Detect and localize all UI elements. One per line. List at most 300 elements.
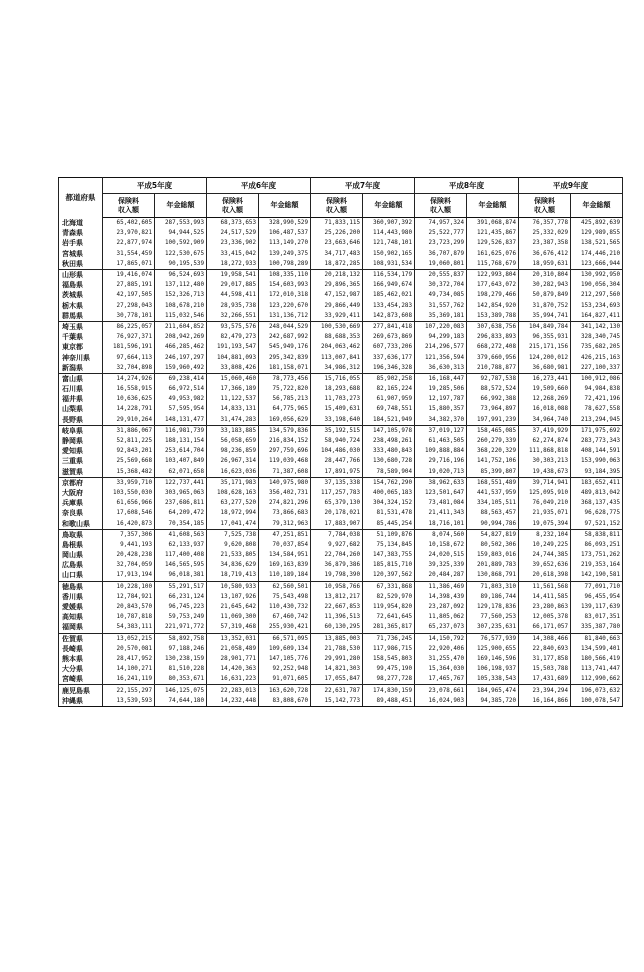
premium-income-cell: 20,555,837 xyxy=(415,269,467,280)
pension-total-cell: 171,975,692 xyxy=(571,425,623,436)
pension-total-cell: 150,902,165 xyxy=(363,249,415,259)
premium-income-cell: 17,608,546 xyxy=(103,508,155,518)
year-header: 平成7年度 xyxy=(311,178,415,194)
pension-total-cell: 158,545,803 xyxy=(363,654,415,664)
pension-total-cell: 110,430,732 xyxy=(259,602,311,612)
pension-total-cell: 89,488,451 xyxy=(363,696,415,707)
table-row xyxy=(59,602,623,612)
premium-income-cell: 124,200,012 xyxy=(519,352,571,362)
prefecture-name: 東京都 xyxy=(59,342,103,352)
pension-total-cell: 166,949,674 xyxy=(363,280,415,290)
pension-total-cell: 83,808,670 xyxy=(259,696,311,707)
pension-total-cell: 337,636,177 xyxy=(363,352,415,362)
premium-income-cell: 17,366,189 xyxy=(207,384,259,394)
premium-income-cell: 12,005,378 xyxy=(519,612,571,622)
pension-total-cell: 147,105,978 xyxy=(363,425,415,436)
prefecture-name: 長崎県 xyxy=(59,644,103,654)
pension-total-cell: 75,134,845 xyxy=(363,540,415,550)
prefecture-name: 静岡県 xyxy=(59,436,103,446)
pension-total-cell: 98,277,728 xyxy=(363,674,415,685)
pension-total-cell: 210,788,877 xyxy=(467,363,519,374)
prefecture-name: 岩手県 xyxy=(59,238,103,248)
pension-total-cell: 154,603,993 xyxy=(259,280,311,290)
table-row xyxy=(59,332,623,342)
premium-income-cell: 92,843,201 xyxy=(103,446,155,456)
pension-total-cell: 81,840,663 xyxy=(571,633,623,644)
premium-income-cell: 113,007,841 xyxy=(311,352,363,362)
premium-income-cell: 32,266,551 xyxy=(207,311,259,322)
premium-income-cell: 10,158,672 xyxy=(415,540,467,550)
pension-total-cell: 177,643,072 xyxy=(467,280,519,290)
premium-income-cell: 68,373,653 xyxy=(207,218,259,229)
premium-income-cell: 28,417,952 xyxy=(103,654,155,664)
pension-total-cell: 96,628,775 xyxy=(571,508,623,518)
premium-income-cell: 17,865,071 xyxy=(103,259,155,270)
premium-income-cell: 117,257,783 xyxy=(311,488,363,498)
pension-total-cell: 123,666,944 xyxy=(571,259,623,270)
premium-income-cell: 11,386,469 xyxy=(415,581,467,592)
pension-total-cell: 335,387,780 xyxy=(571,622,623,633)
pension-total-cell: 71,736,245 xyxy=(363,633,415,644)
premium-income-cell: 20,178,021 xyxy=(311,508,363,518)
pension-total-cell: 153,234,693 xyxy=(571,301,623,311)
premium-income-cell: 21,533,805 xyxy=(207,550,259,560)
premium-income-cell: 15,503,788 xyxy=(519,664,571,674)
premium-income-cell: 17,883,907 xyxy=(311,518,363,529)
premium-income-cell: 19,075,394 xyxy=(519,518,571,529)
premium-income-cell: 11,122,537 xyxy=(207,394,259,404)
premium-income-cell: 24,517,529 xyxy=(207,228,259,238)
pension-total-cell: 333,480,843 xyxy=(363,446,415,456)
premium-income-cell: 37,135,338 xyxy=(311,477,363,488)
premium-income-cell: 16,018,088 xyxy=(519,404,571,414)
premium-income-cell: 215,171,156 xyxy=(519,342,571,352)
pension-total-cell: 114,443,980 xyxy=(363,228,415,238)
premium-income-cell: 7,784,038 xyxy=(311,529,363,540)
pension-total-cell: 57,595,954 xyxy=(155,404,207,414)
pension-total-header: 年金総額 xyxy=(155,194,207,218)
table-row xyxy=(59,467,623,478)
premium-income-cell: 37,019,127 xyxy=(415,425,467,436)
table-row xyxy=(59,560,623,570)
premium-income-cell: 27,885,191 xyxy=(103,280,155,290)
pension-total-cell: 108,335,110 xyxy=(259,269,311,280)
pension-total-cell: 341,142,130 xyxy=(571,321,623,332)
premium-income-cell: 35,994,741 xyxy=(519,311,571,322)
prefecture-name: 山梨県 xyxy=(59,404,103,414)
pension-total-cell: 735,682,205 xyxy=(571,342,623,352)
premium-income-cell: 16,024,903 xyxy=(415,696,467,707)
premium-income-cell: 94,299,183 xyxy=(415,332,467,342)
prefecture-name: 鹿児島県 xyxy=(59,685,103,696)
pension-total-cell: 303,965,063 xyxy=(155,488,207,498)
premium-income-cell: 17,041,474 xyxy=(207,518,259,529)
premium-income-cell: 65,237,073 xyxy=(415,622,467,633)
pension-total-header: 年金総額 xyxy=(467,194,519,218)
prefecture-name: 兵庫県 xyxy=(59,498,103,508)
pension-total-cell: 92,787,538 xyxy=(467,373,519,384)
pension-total-cell: 80,353,671 xyxy=(155,674,207,685)
premium-income-cell: 21,411,343 xyxy=(415,508,467,518)
premium-income-cell: 31,255,470 xyxy=(415,654,467,664)
pension-total-cell: 73,964,897 xyxy=(467,404,519,414)
prefecture-column-header: 都道府県 xyxy=(59,178,103,218)
premium-income-header: 保険料 収入額 xyxy=(207,194,259,218)
pension-total-cell: 121,748,101 xyxy=(363,238,415,248)
year-header: 平成6年度 xyxy=(207,178,311,194)
prefecture-name: 北海道 xyxy=(59,218,103,229)
pension-total-cell: 70,354,185 xyxy=(155,518,207,529)
prefecture-name: 鳥取県 xyxy=(59,529,103,540)
premium-income-cell: 19,060,801 xyxy=(415,259,467,270)
pension-total-cell: 103,407,849 xyxy=(155,456,207,466)
premium-income-cell: 29,716,196 xyxy=(415,456,467,466)
premium-income-cell: 25,522,777 xyxy=(415,228,467,238)
premium-income-cell: 123,501,647 xyxy=(415,488,467,498)
premium-income-cell: 14,100,271 xyxy=(103,664,155,674)
premium-income-cell: 16,241,119 xyxy=(103,674,155,685)
table-row xyxy=(59,477,623,488)
table-row xyxy=(59,685,623,696)
pension-total-cell: 75,543,498 xyxy=(259,592,311,602)
premium-income-cell: 22,840,693 xyxy=(519,644,571,654)
pension-total-cell: 307,235,631 xyxy=(467,622,519,633)
pension-total-cell: 152,326,713 xyxy=(155,290,207,300)
pension-total-cell: 242,687,992 xyxy=(259,332,311,342)
premium-income-cell: 104,881,093 xyxy=(207,352,259,362)
table-row xyxy=(59,352,623,362)
prefecture-name: 岡山県 xyxy=(59,550,103,560)
premium-income-cell: 16,273,441 xyxy=(519,373,571,384)
pension-total-cell: 96,524,693 xyxy=(155,269,207,280)
pension-total-cell: 55,291,517 xyxy=(155,581,207,592)
premium-income-cell: 65,379,130 xyxy=(311,498,363,508)
premium-income-cell: 214,296,577 xyxy=(415,342,467,352)
pension-total-cell: 184,965,474 xyxy=(467,685,519,696)
pension-total-cell: 307,638,756 xyxy=(467,321,519,332)
premium-income-cell: 47,152,987 xyxy=(311,290,363,300)
pension-total-cell: 208,942,269 xyxy=(155,332,207,342)
premium-income-cell: 103,550,030 xyxy=(103,488,155,498)
premium-income-cell: 15,716,055 xyxy=(311,373,363,384)
pension-total-cell: 159,960,492 xyxy=(155,363,207,374)
pension-total-cell: 129,178,836 xyxy=(467,602,519,612)
pension-total-cell: 78,627,558 xyxy=(571,404,623,414)
pension-total-cell: 96,018,381 xyxy=(155,570,207,581)
pension-total-cell: 146,125,075 xyxy=(155,685,207,696)
table-row xyxy=(59,592,623,602)
pension-total-cell: 211,604,852 xyxy=(155,321,207,332)
table-row xyxy=(59,508,623,518)
premium-income-cell: 12,784,921 xyxy=(103,592,155,602)
table-row xyxy=(59,321,623,332)
pension-total-cell: 66,571,095 xyxy=(259,633,311,644)
premium-income-cell: 93,575,576 xyxy=(207,321,259,332)
pension-total-cell: 607,733,206 xyxy=(363,342,415,352)
premium-income-cell: 61,463,505 xyxy=(415,436,467,446)
premium-income-cell: 18,972,994 xyxy=(207,508,259,518)
premium-income-cell: 28,901,771 xyxy=(207,654,259,664)
pension-total-cell: 130,992,950 xyxy=(571,269,623,280)
pension-total-cell: 100,912,086 xyxy=(571,373,623,384)
table-row xyxy=(59,550,623,560)
premium-income-cell: 22,155,297 xyxy=(103,685,155,696)
pension-total-cell: 66,231,124 xyxy=(155,592,207,602)
table-row xyxy=(59,654,623,664)
prefecture-name: 群馬県 xyxy=(59,311,103,322)
pension-total-cell: 115,768,679 xyxy=(467,259,519,270)
prefecture-name: 高知県 xyxy=(59,612,103,622)
premium-income-cell: 16,420,873 xyxy=(103,518,155,529)
premium-income-cell: 14,821,303 xyxy=(311,664,363,674)
table-row xyxy=(59,311,623,322)
premium-income-cell: 33,929,411 xyxy=(311,311,363,322)
premium-income-cell: 71,833,115 xyxy=(311,218,363,229)
premium-income-cell: 23,387,358 xyxy=(519,238,571,248)
premium-income-cell: 20,484,287 xyxy=(415,570,467,581)
pension-total-cell: 129,989,855 xyxy=(571,228,623,238)
premium-income-cell: 34,836,629 xyxy=(207,560,259,570)
pension-total-cell: 77,091,710 xyxy=(571,581,623,592)
pension-total-cell: 188,131,154 xyxy=(155,436,207,446)
pension-total-cell: 81,510,228 xyxy=(155,664,207,674)
header-row-years xyxy=(59,178,623,194)
premium-income-cell: 29,866,449 xyxy=(311,301,363,311)
pension-total-cell: 169,146,596 xyxy=(467,654,519,664)
pension-total-cell: 69,238,414 xyxy=(155,373,207,384)
pension-total-cell: 328,990,529 xyxy=(259,218,311,229)
pension-total-cell: 138,521,565 xyxy=(571,238,623,248)
pension-total-cell: 154,762,290 xyxy=(363,477,415,488)
premium-income-cell: 121,356,594 xyxy=(415,352,467,362)
prefecture-name: 広島県 xyxy=(59,560,103,570)
premium-income-cell: 34,717,483 xyxy=(311,249,363,259)
pension-total-cell: 139,117,639 xyxy=(571,602,623,612)
pension-total-header: 年金総額 xyxy=(363,194,415,218)
premium-income-cell: 29,991,280 xyxy=(311,654,363,664)
pension-total-cell: 238,498,261 xyxy=(363,436,415,446)
premium-income-cell: 111,868,818 xyxy=(519,446,571,456)
premium-income-cell: 17,891,975 xyxy=(311,467,363,478)
premium-income-cell: 31,474,283 xyxy=(207,415,259,426)
premium-income-cell: 19,416,074 xyxy=(103,269,155,280)
pension-total-cell: 72,421,196 xyxy=(571,394,623,404)
table-row xyxy=(59,581,623,592)
pension-total-cell: 79,312,963 xyxy=(259,518,311,529)
premium-income-cell: 29,017,885 xyxy=(207,280,259,290)
pension-total-cell: 172,010,318 xyxy=(259,290,311,300)
premium-income-cell: 13,107,926 xyxy=(207,592,259,602)
premium-income-cell: 14,411,585 xyxy=(519,592,571,602)
table-row xyxy=(59,540,623,550)
premium-income-cell: 16,558,915 xyxy=(103,384,155,394)
pension-total-cell: 56,785,213 xyxy=(259,394,311,404)
premium-income-cell: 30,778,101 xyxy=(103,311,155,322)
pension-total-cell: 51,109,876 xyxy=(363,529,415,540)
pension-total-cell: 147,105,776 xyxy=(259,654,311,664)
pension-total-cell: 159,803,016 xyxy=(467,550,519,560)
premium-income-cell: 22,283,013 xyxy=(207,685,259,696)
pension-total-cell: 183,652,411 xyxy=(571,477,623,488)
pension-total-cell: 466,285,462 xyxy=(155,342,207,352)
pension-total-cell: 198,279,466 xyxy=(467,290,519,300)
pension-total-cell: 90,994,786 xyxy=(467,518,519,529)
prefecture-name: 滋賀県 xyxy=(59,467,103,478)
prefecture-name: 愛媛県 xyxy=(59,602,103,612)
pension-total-cell: 67,460,742 xyxy=(259,612,311,622)
premium-income-cell: 204,063,462 xyxy=(311,342,363,352)
pension-total-cell: 201,889,783 xyxy=(467,560,519,570)
premium-income-cell: 13,885,003 xyxy=(311,633,363,644)
table-row xyxy=(59,570,623,581)
prefecture-name: 三重県 xyxy=(59,456,103,466)
pension-total-cell: 134,584,951 xyxy=(259,550,311,560)
pension-total-cell: 356,402,731 xyxy=(259,488,311,498)
pension-total-cell: 185,815,710 xyxy=(363,560,415,570)
pension-total-cell: 190,056,304 xyxy=(571,280,623,290)
pension-total-cell: 163,620,728 xyxy=(259,685,311,696)
pension-total-cell: 88,563,457 xyxy=(467,508,519,518)
pension-total-cell: 122,993,804 xyxy=(467,269,519,280)
premium-income-cell: 25,332,029 xyxy=(519,228,571,238)
table-row xyxy=(59,696,623,707)
pension-total-cell: 142,854,920 xyxy=(467,301,519,311)
pension-total-cell: 66,992,388 xyxy=(467,394,519,404)
pension-total-cell: 213,294,945 xyxy=(571,415,623,426)
premium-income-cell: 35,192,515 xyxy=(311,425,363,436)
pension-total-cell: 88,572,524 xyxy=(467,384,519,394)
table-row xyxy=(59,218,623,229)
prefecture-name: 富山県 xyxy=(59,373,103,384)
pension-total-cell: 368,137,435 xyxy=(571,498,623,508)
prefecture-name: 島根県 xyxy=(59,540,103,550)
premium-income-cell: 10,580,933 xyxy=(207,581,259,592)
pension-total-cell: 277,841,418 xyxy=(363,321,415,332)
table-row xyxy=(59,436,623,446)
premium-income-cell: 18,716,101 xyxy=(415,518,467,529)
pension-total-cell: 274,821,296 xyxy=(259,498,311,508)
pension-total-cell: 94,944,525 xyxy=(155,228,207,238)
premium-income-cell: 11,561,568 xyxy=(519,581,571,592)
premium-income-cell: 39,652,636 xyxy=(519,560,571,570)
premium-income-cell: 14,420,363 xyxy=(207,664,259,674)
premium-income-cell: 13,539,593 xyxy=(103,696,155,707)
table-row xyxy=(59,415,623,426)
table-row xyxy=(59,269,623,280)
premium-income-cell: 86,225,057 xyxy=(103,321,155,332)
premium-income-cell: 56,058,659 xyxy=(207,436,259,446)
pension-total-cell: 77,560,253 xyxy=(467,612,519,622)
pension-total-cell: 130,868,791 xyxy=(467,570,519,581)
premium-income-cell: 76,927,371 xyxy=(103,332,155,342)
pension-total-cell: 212,297,560 xyxy=(571,290,623,300)
table-row xyxy=(59,384,623,394)
pension-total-cell: 216,834,152 xyxy=(259,436,311,446)
pension-total-cell: 164,827,411 xyxy=(571,311,623,322)
prefecture-name: 香川県 xyxy=(59,592,103,602)
pension-total-cell: 287,553,993 xyxy=(155,218,207,229)
pension-total-cell: 85,902,258 xyxy=(363,373,415,384)
pension-total-cell: 295,342,839 xyxy=(259,352,311,362)
pension-total-cell: 125,900,655 xyxy=(467,644,519,654)
pension-total-cell: 158,465,085 xyxy=(467,425,519,436)
premium-income-cell: 22,704,260 xyxy=(311,550,363,560)
premium-income-cell: 16,631,223 xyxy=(207,674,259,685)
pension-total-cell: 169,056,629 xyxy=(259,415,311,426)
premium-income-cell: 125,095,910 xyxy=(519,488,571,498)
premium-income-cell: 98,236,859 xyxy=(207,446,259,456)
prefecture-name: 神奈川県 xyxy=(59,352,103,362)
pension-total-cell: 97,188,246 xyxy=(155,644,207,654)
pension-total-cell: 408,144,591 xyxy=(571,446,623,456)
premium-income-cell: 15,142,773 xyxy=(311,696,363,707)
premium-income-cell: 23,394,294 xyxy=(519,685,571,696)
premium-income-cell: 20,310,804 xyxy=(519,269,571,280)
premium-income-cell: 23,280,863 xyxy=(519,602,571,612)
premium-income-cell: 11,703,273 xyxy=(311,394,363,404)
pension-total-cell: 75,722,820 xyxy=(259,384,311,394)
premium-income-cell: 14,833,131 xyxy=(207,404,259,414)
premium-income-cell: 33,808,426 xyxy=(207,363,259,374)
pension-total-cell: 146,565,595 xyxy=(155,560,207,570)
pension-total-cell: 246,197,297 xyxy=(155,352,207,362)
table-row xyxy=(59,518,623,529)
pension-total-cell: 174,830,159 xyxy=(363,685,415,696)
pension-total-cell: 86,093,251 xyxy=(571,540,623,550)
table-row xyxy=(59,456,623,466)
premium-income-cell: 10,787,818 xyxy=(103,612,155,622)
premium-income-cell: 76,049,210 xyxy=(519,498,571,508)
premium-income-cell: 9,441,193 xyxy=(103,540,155,550)
table-row xyxy=(59,363,623,374)
premium-income-cell: 20,618,398 xyxy=(519,570,571,581)
pension-total-cell: 426,215,163 xyxy=(571,352,623,362)
pension-total-cell: 112,990,662 xyxy=(571,674,623,685)
pension-total-cell: 391,068,874 xyxy=(467,218,519,229)
pension-total-cell: 122,737,441 xyxy=(155,477,207,488)
prefecture-name: 奈良県 xyxy=(59,508,103,518)
table-row xyxy=(59,644,623,654)
premium-income-cell: 35,369,181 xyxy=(415,311,467,322)
premium-income-cell: 19,798,390 xyxy=(311,570,363,581)
pension-total-cell: 73,866,683 xyxy=(259,508,311,518)
pension-total-cell: 109,609,134 xyxy=(259,644,311,654)
premium-income-cell: 33,183,885 xyxy=(207,425,259,436)
pension-total-cell: 99,475,190 xyxy=(363,664,415,674)
premium-income-cell: 20,570,081 xyxy=(103,644,155,654)
premium-income-cell: 8,232,104 xyxy=(519,529,571,540)
premium-income-cell: 10,958,766 xyxy=(311,581,363,592)
pension-total-cell: 82,529,970 xyxy=(363,592,415,602)
premium-income-cell: 33,198,640 xyxy=(311,415,363,426)
premium-income-cell: 17,465,767 xyxy=(415,674,467,685)
pension-total-cell: 219,353,164 xyxy=(571,560,623,570)
premium-income-cell: 23,663,646 xyxy=(311,238,363,248)
pension-total-cell: 237,686,811 xyxy=(155,498,207,508)
premium-income-header: 保険料 収入額 xyxy=(311,194,363,218)
premium-income-cell: 38,962,633 xyxy=(415,477,467,488)
premium-income-cell: 18,959,631 xyxy=(519,259,571,270)
pension-total-cell: 227,100,337 xyxy=(571,363,623,374)
premium-income-cell: 60,130,295 xyxy=(311,622,363,633)
pension-total-cell: 368,220,329 xyxy=(467,446,519,456)
pension-total-cell: 92,252,948 xyxy=(259,664,311,674)
premium-income-cell: 66,171,057 xyxy=(519,622,571,633)
pension-total-cell: 161,625,076 xyxy=(467,249,519,259)
premium-income-cell: 22,667,853 xyxy=(311,602,363,612)
pension-total-cell: 85,445,254 xyxy=(363,518,415,529)
pension-total-cell: 64,209,472 xyxy=(155,508,207,518)
